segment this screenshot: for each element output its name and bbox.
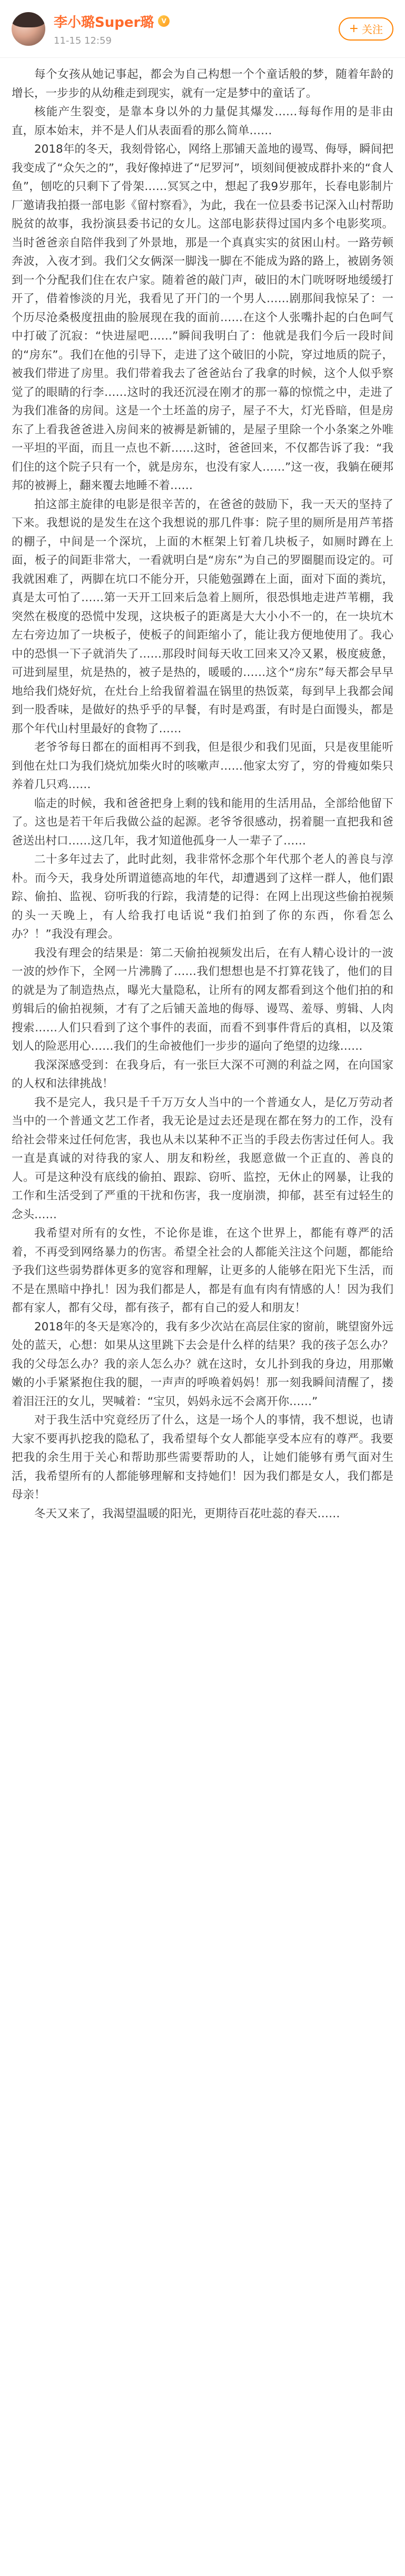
paragraph: 我深深感受到：在我身后，有一张巨大深不可测的利益之网，在向国家的人权和法律挑战！ <box>12 1058 393 1090</box>
post-body <box>0 58 405 1523</box>
paragraph: 核能产生裂变，是靠本身以外的力量促其爆发……每每作用的是非由直，原本始末，并不是人们从表面看的那么简单…… <box>12 105 393 137</box>
paragraph: 2018年的冬天，我刻骨铭心，网络上那铺天盖地的谩骂、侮辱，瞬间把我变成了“众矢之的”，我好像掉进了“尼罗河”，顷刻间便被成群扑来的“食人鱼”，刨吃的只剩下了骨架……冥冥之中，想起了我9岁那年，长春电影制片厂邀请我拍摄一部电影《留村察看》，为此，我在一位县委书记深入山村帮助脱贫的故事，我扮演县委书记的女儿。这部电影获得过国内多个电影奖项。当时爸爸亲自陪伴我到了外景地，那是一个真真实实的贫困山村。一路劳顿奔波，入夜才到。我们父女俩深一脚浅一脚在不能成为路的路上，被剧务领到一个分配我们住在农户家。随着爸的敲门声，破旧的木门咣呀呀地缓缓打开了，借着惨淡的月光，我看见了开门的一个男人……剧那间我惊呆了：一个历尽沧桑极度扭曲的脸展现在我的面前……在这个人张嘴扑起的白色呵气中打破了沉寂：“快进屋吧……”瞬间我明白了：他就是我们今后一段时间的“房东”。我们在他的引导下，走进了这个破旧的小院，穿过地质的院子，被我们带进了房里。我们带着我去了爸爸站台了我拿的时候，这个人似乎察觉了的眼睛的行李……这时的我还沉浸在刚才的那一幕的惊慌之中，走进了为我们准备的房间。这是一个土坯盖的房子，屋子不大，灯光昏暗，但是房东了上看我爸爸进入房间来的被褥是新铺的，是屋子里除一个小条案之外唯一平坦的平面，而且一点也不新……这时，爸爸回来，不仅都告诉了我：“我们住的这个院子只有一个，就是房东，也没有家人……”这一夜，我躺在硬邦邦的被褥上，翻来覆去地睡不着…… <box>12 143 393 492</box>
name-row <box>54 12 170 31</box>
avatar[interactable] <box>12 12 45 46</box>
paragraph: 拍这部主旋律的电影是很辛苦的，在爸爸的鼓励下，我一天天的坚持了下来。我想说的是发生在这个我想说的那几件事：院子里的厕所是用芦苇搭的棚子，中间是一个深坑，上面的木框架上钉着几块板子，如厕时蹲在上面，板子的间距非常大，一看就明白是“房东”为自己的罗圈腿而设定的。可我就困难了，两脚在坑口不能分开，只能勉强蹲在上面，面对下面的粪坑，真是太可怕了……第一天开工回来后急着上厕所，很恐惧地走进芦苇棚，我突然在极度的恐慌中发现，这块板子的距离是大大小小不一的，在一块坑木左右旁边加了一块板子，使板子的间距缩小了，能让我方便地使用了。我心中的恐惧一下子就消失了……那段时间每天收工回来又冷又累，极度疲惫，可进到屋里，炕是热的，被子是热的，暖暖的……这个“房东”每天都会早早地给我们烧好炕，在灶台上给我留着温在锅里的热饭菜，每到早上我都会闻到一股香味，是做好的热乎乎的早餐，有时是鸡蛋，有时是白面馒头，都是那个年代山村里最好的食物了…… <box>12 498 393 735</box>
paragraph: 2018年的冬天是寒冷的，我有多少次站在高层住家的窗前，眺望窗外远处的蓝天，心想：如果从这里跳下去会是什么样的结果？我的孩子怎么办？我的父母怎么办？我的亲人怎么办？就在这时，女儿扑到我的身边，用那嫩嫩的小手紧紧抱住我的腿，一声声的呼唤着妈妈！那一刻我瞬间清醒了，搂着泪汪汪的女儿，哭喊着：“宝贝，妈妈永远不会离开你……” <box>12 1320 393 1408</box>
paragraph: 临走的时候，我和爸爸把身上剩的钱和能用的生活用品，全部给他留下了。这也是若干年后我做公益的起源。老爷爷很感动，拐着腿一直把我和爸爸送出村口……这几年，我才知道他孤身一人一辈子了…… <box>12 797 393 848</box>
follow-label: 关注 <box>362 23 383 36</box>
paragraph: 我希望对所有的女性，不论你是谁，在这个世界上，都能有尊严的活着，不再受到网络暴力的伤害。希望全社会的人都能关注这个问题，都能给予我们这些弱势群体更多的宽容和理解，让更多的人能够在阳光下生活，而不是在黑暗中挣扎！因为我们都是人，都是有血有肉有情感的人！因为我们都有家人，都有父母，都有孩子，都有自己的爱人和朋友！ <box>12 1227 393 1315</box>
paragraph: 我不是完人，我只是千千万万女人当中的一个普通女人，是亿万劳动者当中的一个普通文艺工作者，我无论是过去还是现在都在努力的工作，没有给社会带来过任何危害，我也从未以某种不正当的手段去伤害过任何人。我一直是真诚的对待我的家人、朋友和粉丝，我愿意做一个正直的、善良的人。可是这种没有底线的偷拍、跟踪、窃听、监控，无休止的网暴，让我的工作和生活受到了严重的干扰和伤害，我一度崩溃，抑郁，甚至有过轻生的念头…… <box>12 1096 393 1221</box>
post-header <box>0 0 405 58</box>
paragraph: 我没有理会的结果是：第二天偷拍视频发出后，在有人精心设计的一波一波的炒作下，全网一片沸腾了……我们想想也是不打算花钱了，他们的目的就是为了制造热点，曝光大量隐私，让所有的网友都看到这个他们拍的和剪辑后的偷拍视频，才有了之后铺天盖地的侮辱、谩骂、羞辱、剪辑、人肉搜索……人们只看到了这个事件的表面，而看不到事件背后的真相，以及策划人的险恶用心……我们的生命被他们一步步的逼向了绝望的边缘…… <box>12 946 393 1053</box>
user-name[interactable]: 李小璐Super璐 <box>54 14 154 31</box>
vip-badge-icon: V <box>158 15 170 27</box>
paragraph: 冬天又来了，我渴望温暖的阳光，更期待百花吐蕊的春天…… <box>34 1507 340 1520</box>
paragraph: 对于我生活中究竟经历了什么，这是一场个人的事情，我不想说，也请大家不要再扒挖我的隐私了，我希望每个女人都能享受本应有的尊严。我要把我的余生用于关心和帮助那些需要帮助的人，让她们能够有勇气面对生活，我希望所有的人都能够理解和支持她们！因为我们都是女人，我们都是母亲！ <box>12 1414 393 1501</box>
plus-icon: + <box>349 22 359 35</box>
follow-button[interactable] <box>339 17 393 41</box>
user-meta <box>54 12 170 46</box>
paragraph: 老爷爷每日都在的面相再不到我，但是很少和我们见面，只是夜里能听到他在灶口为我们烧炕加柴火时的咳嗽声……他家太穷了，穷的骨瘦如柴只养着几只鸡…… <box>12 741 393 791</box>
paragraph: 二十多年过去了，此时此刻，我非常怀念那个年代那个老人的善良与淳朴。而今天，我身处所谓道德高地的年代，却遭遇到了这样一群人，他们跟踪、偷拍、监视、窃听我的行踪，我清楚的记得：在网上出现这些偷拍视频的头一天晚上，有人给我打电话说“我们拍到了你的东西，你看怎么办？！”我没有理会。 <box>12 853 393 941</box>
paragraph: 每个女孩从她记事起，都会为自己构想一个个童话般的梦，随着年龄的增长，一步步的从幼稚走到现实，就有一定是梦中的童话了。 <box>12 68 393 100</box>
post-time: 11-15 12:59 <box>54 35 112 46</box>
